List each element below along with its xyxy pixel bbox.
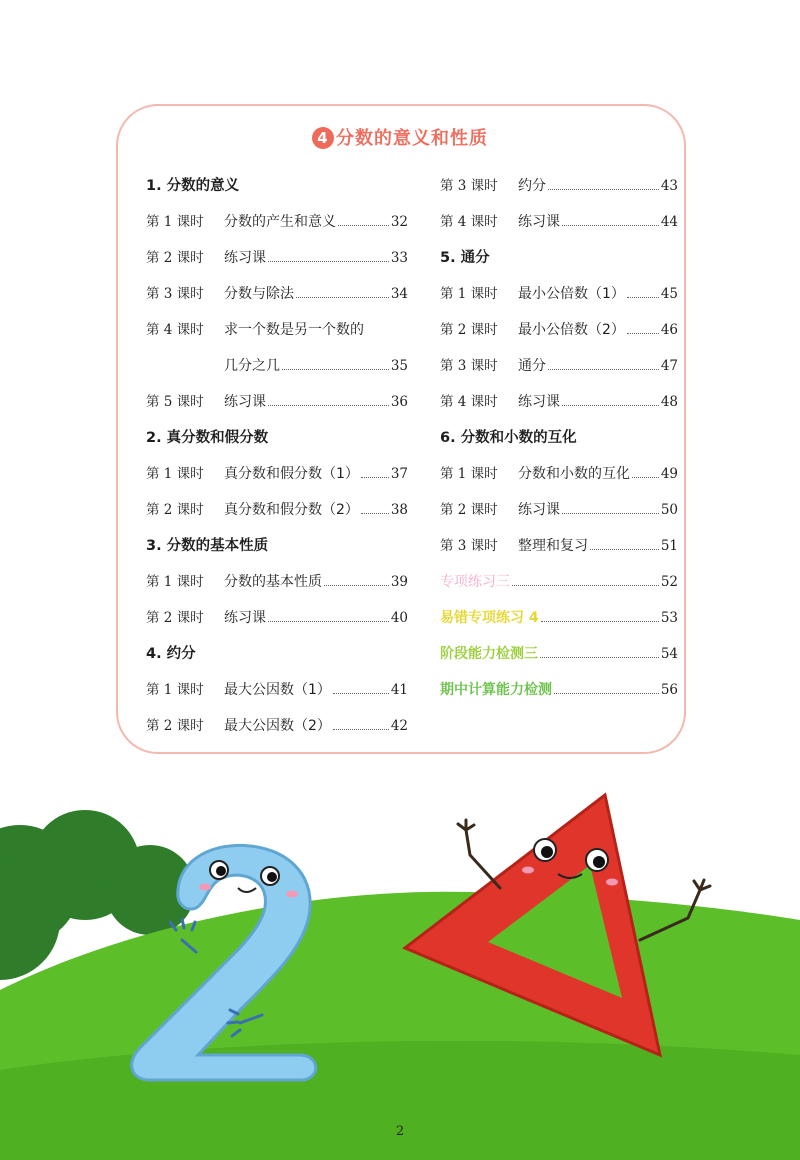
toc-right-column <box>440 174 678 714</box>
page-ref: 48 <box>660 394 678 410</box>
toc-entry <box>146 210 408 246</box>
entry-title: 最大公因数（1） <box>224 682 331 698</box>
section-title: 1. 分数的意义 <box>146 178 240 194</box>
lesson-label: 第 4 课时 <box>440 214 498 230</box>
toc-entry <box>146 498 408 534</box>
toc-section-heading <box>146 534 408 570</box>
entry-title: 约分 <box>518 178 546 194</box>
page-ref: 43 <box>660 178 678 194</box>
page-ref: 37 <box>390 466 408 482</box>
dot-leader <box>333 714 389 730</box>
toc-section-heading <box>440 426 678 462</box>
page-ref: 42 <box>390 718 408 734</box>
dot-leader <box>268 606 389 622</box>
toc-entry <box>146 282 408 318</box>
lesson-label: 第 2 课时 <box>146 250 204 266</box>
toc-entry <box>440 174 678 210</box>
dot-leader <box>268 390 389 406</box>
entry-title: 练习课 <box>224 610 266 626</box>
dot-leader <box>548 174 659 190</box>
lesson-label: 第 2 课时 <box>146 610 204 626</box>
toc-entry <box>146 354 408 390</box>
toc-entry <box>440 570 678 606</box>
toc-entry <box>440 642 678 678</box>
lesson-label: 第 4 课时 <box>146 322 204 338</box>
toc-entry <box>440 534 678 570</box>
entry-title: 几分之几 <box>224 358 280 374</box>
page-ref: 45 <box>660 286 678 302</box>
page-ref: 49 <box>660 466 678 482</box>
dot-leader <box>512 570 659 586</box>
page-ref: 44 <box>660 214 678 230</box>
entry-title: 阶段能力检测三 <box>440 646 538 662</box>
toc-entry <box>440 678 678 714</box>
dot-leader <box>548 354 659 370</box>
toc-entry <box>146 606 408 642</box>
dot-leader <box>554 678 659 694</box>
toc-entry <box>440 354 678 390</box>
entry-title: 求一个数是另一个数的 <box>224 322 364 338</box>
entry-title: 易错专项练习 4 <box>440 610 539 626</box>
section-title: 5. 通分 <box>440 250 490 266</box>
toc-entry <box>146 390 408 426</box>
page-ref: 51 <box>660 538 678 554</box>
toc-section-heading <box>146 174 408 210</box>
toc-entry <box>440 318 678 354</box>
entry-title: 练习课 <box>518 214 560 230</box>
entry-title: 真分数和假分数（1） <box>224 466 359 482</box>
lesson-label: 第 2 课时 <box>146 718 204 734</box>
page-number: 2 <box>395 1124 405 1139</box>
dot-leader <box>562 210 659 226</box>
toc-section-heading <box>146 426 408 462</box>
chapter-title <box>0 124 800 150</box>
toc-left-column <box>146 174 408 750</box>
chapter-title-text: 分数的意义和性质 <box>336 128 488 149</box>
toc-entry <box>440 390 678 426</box>
page-ref: 35 <box>390 358 408 374</box>
dot-leader <box>540 642 659 658</box>
chapter-number-badge: 4 <box>312 127 334 149</box>
lesson-label: 第 1 课时 <box>440 286 498 302</box>
dot-leader <box>361 462 389 478</box>
dot-leader <box>361 498 389 514</box>
entry-title: 通分 <box>518 358 546 374</box>
toc-entry <box>146 462 408 498</box>
lesson-label: 第 1 课时 <box>146 466 204 482</box>
dot-leader <box>590 534 659 550</box>
page-ref: 32 <box>390 214 408 230</box>
toc-entry <box>146 678 408 714</box>
page-ref: 56 <box>660 682 678 698</box>
page-ref: 40 <box>390 610 408 626</box>
toc-entry <box>440 210 678 246</box>
lesson-label: 第 3 课时 <box>440 358 498 374</box>
entry-title: 专项练习三 <box>440 574 510 590</box>
lesson-label: 第 3 课时 <box>440 178 498 194</box>
toc-entry <box>146 246 408 282</box>
lesson-label: 第 3 课时 <box>146 286 204 302</box>
page-ref: 39 <box>390 574 408 590</box>
page-ref: 41 <box>390 682 408 698</box>
page-ref: 52 <box>660 574 678 590</box>
entry-title: 整理和复习 <box>518 538 588 554</box>
lesson-label: 第 2 课时 <box>440 322 498 338</box>
lesson-label: 第 4 课时 <box>440 394 498 410</box>
dot-leader <box>562 498 659 514</box>
toc-entry <box>146 570 408 606</box>
lesson-label: 第 1 课时 <box>146 682 204 698</box>
page-ref: 33 <box>390 250 408 266</box>
dot-leader <box>541 606 659 622</box>
section-title: 2. 真分数和假分数 <box>146 430 269 446</box>
entry-title: 练习课 <box>224 250 266 266</box>
entry-title: 分数的产生和意义 <box>224 214 336 230</box>
lesson-label: 第 5 课时 <box>146 394 204 410</box>
lesson-label: 第 3 课时 <box>440 538 498 554</box>
entry-title: 分数与除法 <box>224 286 294 302</box>
entry-title: 期中计算能力检测 <box>440 682 552 698</box>
page-ref: 50 <box>660 502 678 518</box>
page-ref: 34 <box>390 286 408 302</box>
dot-leader <box>282 354 389 370</box>
toc-entry <box>146 714 408 750</box>
lesson-label: 第 2 课时 <box>440 502 498 518</box>
lesson-label: 第 1 课时 <box>146 214 204 230</box>
dot-leader <box>562 390 659 406</box>
toc-entry <box>440 282 678 318</box>
entry-title: 最大公因数（2） <box>224 718 331 734</box>
entry-title: 真分数和假分数（2） <box>224 502 359 518</box>
page-ref: 47 <box>660 358 678 374</box>
entry-title: 练习课 <box>518 394 560 410</box>
lesson-label: 第 2 课时 <box>146 502 204 518</box>
lesson-label: 第 1 课时 <box>146 574 204 590</box>
toc-section-heading <box>440 246 678 282</box>
entry-title: 最小公倍数（2） <box>518 322 625 338</box>
dot-leader <box>324 570 389 586</box>
dot-leader <box>338 210 389 226</box>
section-title: 6. 分数和小数的互化 <box>440 430 577 446</box>
toc-entry <box>440 498 678 534</box>
page-ref: 53 <box>660 610 678 626</box>
lesson-label: 第 1 课时 <box>440 466 498 482</box>
cartoon-illustration <box>0 770 800 1160</box>
dot-leader <box>268 246 389 262</box>
page-ref: 38 <box>390 502 408 518</box>
toc-entry <box>440 606 678 642</box>
dot-leader <box>627 318 659 334</box>
section-title: 3. 分数的基本性质 <box>146 538 269 554</box>
dot-leader <box>333 678 389 694</box>
toc-section-heading <box>146 642 408 678</box>
entry-title: 分数的基本性质 <box>224 574 322 590</box>
section-title: 4. 约分 <box>146 646 196 662</box>
toc-entry <box>440 462 678 498</box>
entry-title: 分数和小数的互化 <box>518 466 630 482</box>
entry-title: 最小公倍数（1） <box>518 286 625 302</box>
page-ref: 54 <box>660 646 678 662</box>
entry-title: 练习课 <box>224 394 266 410</box>
page-ref: 46 <box>660 322 678 338</box>
toc-entry <box>146 318 408 354</box>
page-ref: 36 <box>390 394 408 410</box>
dot-leader <box>296 282 389 298</box>
dot-leader <box>632 462 659 478</box>
entry-title: 练习课 <box>518 502 560 518</box>
dot-leader <box>627 282 659 298</box>
